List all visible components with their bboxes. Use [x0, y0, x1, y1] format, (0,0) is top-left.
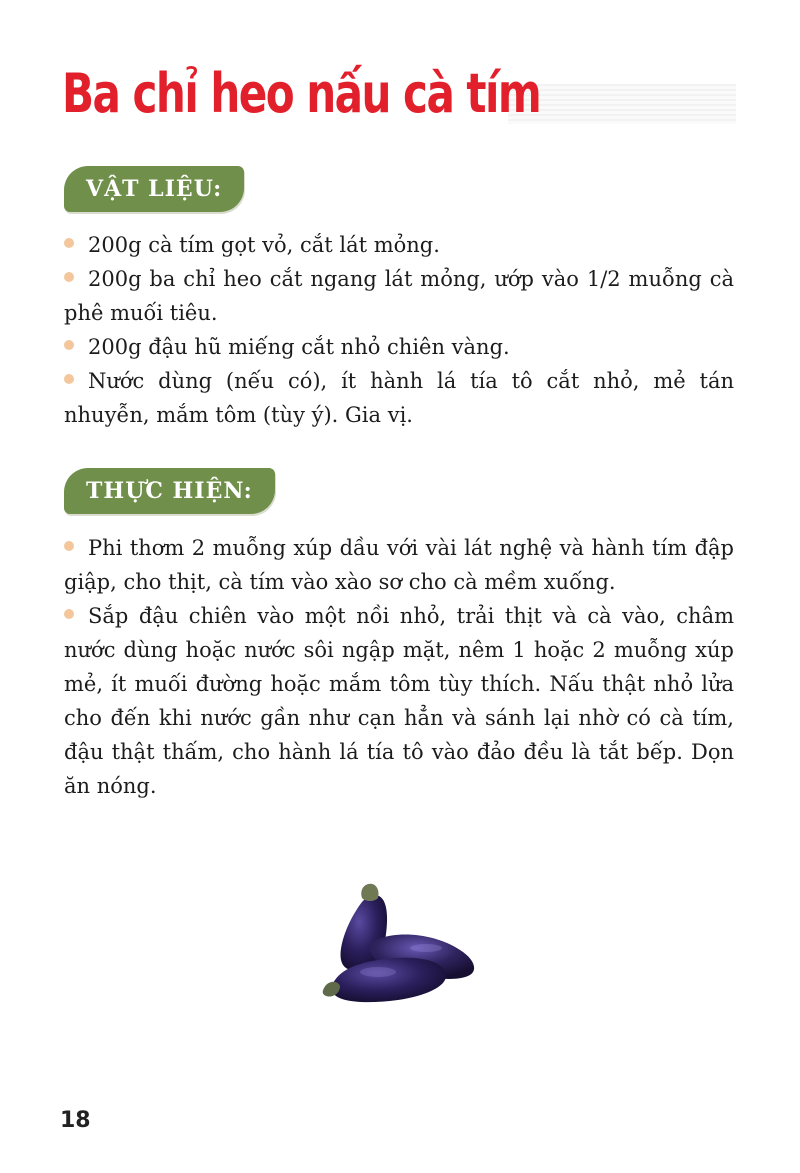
materials-item — [64, 330, 734, 364]
bullet-icon — [64, 340, 74, 350]
materials-item-text: 200g cà tím gọt vỏ, cắt lát mỏng. — [88, 233, 440, 257]
steps-item — [64, 599, 734, 803]
recipe-title: Ba chỉ heo nấu cà tím — [62, 62, 541, 125]
eggplant-image — [318, 876, 483, 1006]
materials-label: VẬT LIỆU: — [64, 166, 244, 212]
steps-list — [64, 531, 734, 803]
bullet-icon — [64, 541, 74, 551]
bullet-icon — [64, 609, 74, 619]
steps-label: THỰC HIỆN: — [64, 468, 275, 514]
steps-item-text: Sắp đậu chiên vào một nồi nhỏ, trải thịt và cà vào, châm nước dùng hoặc nước sôi ngập mặt, nêm 1 hoặc 2 muỗng xúp mẻ, ít muối đường hoặc mắm tôm tùy thích. Nấu thật nhỏ lửa cho đến khi nước gần như cạn hẳn và sánh lại nhờ có cà tím, đậu thật thấm, cho hành lá tía tô vào đảo đều là tắt bếp. Dọn ăn nóng. — [64, 604, 734, 798]
materials-list — [64, 228, 734, 432]
materials-item — [64, 364, 734, 432]
materials-item-text: 200g ba chỉ heo cắt ngang lát mỏng, ướp vào 1/2 muỗng cà phê muối tiêu. — [64, 267, 734, 325]
materials-item — [64, 228, 734, 262]
bullet-icon — [64, 238, 74, 248]
materials-item-text: Nước dùng (nếu có), ít hành lá tía tô cắt nhỏ, mẻ tán nhuyễn, mắm tôm (tùy ý). Gia vị. — [64, 369, 734, 427]
bullet-icon — [64, 374, 74, 384]
steps-item-text: Phi thơm 2 muỗng xúp dầu với vài lát nghệ và hành tím đập giập, cho thịt, cà tím vào xào sơ cho cà mềm xuống. — [64, 536, 734, 594]
steps-item — [64, 531, 734, 599]
materials-item-text: 200g đậu hũ miếng cắt nhỏ chiên vàng. — [88, 335, 510, 359]
title-shadow-decoration — [508, 84, 736, 124]
bullet-icon — [64, 272, 74, 282]
materials-item — [64, 262, 734, 330]
page-number: 18 — [60, 1108, 91, 1133]
